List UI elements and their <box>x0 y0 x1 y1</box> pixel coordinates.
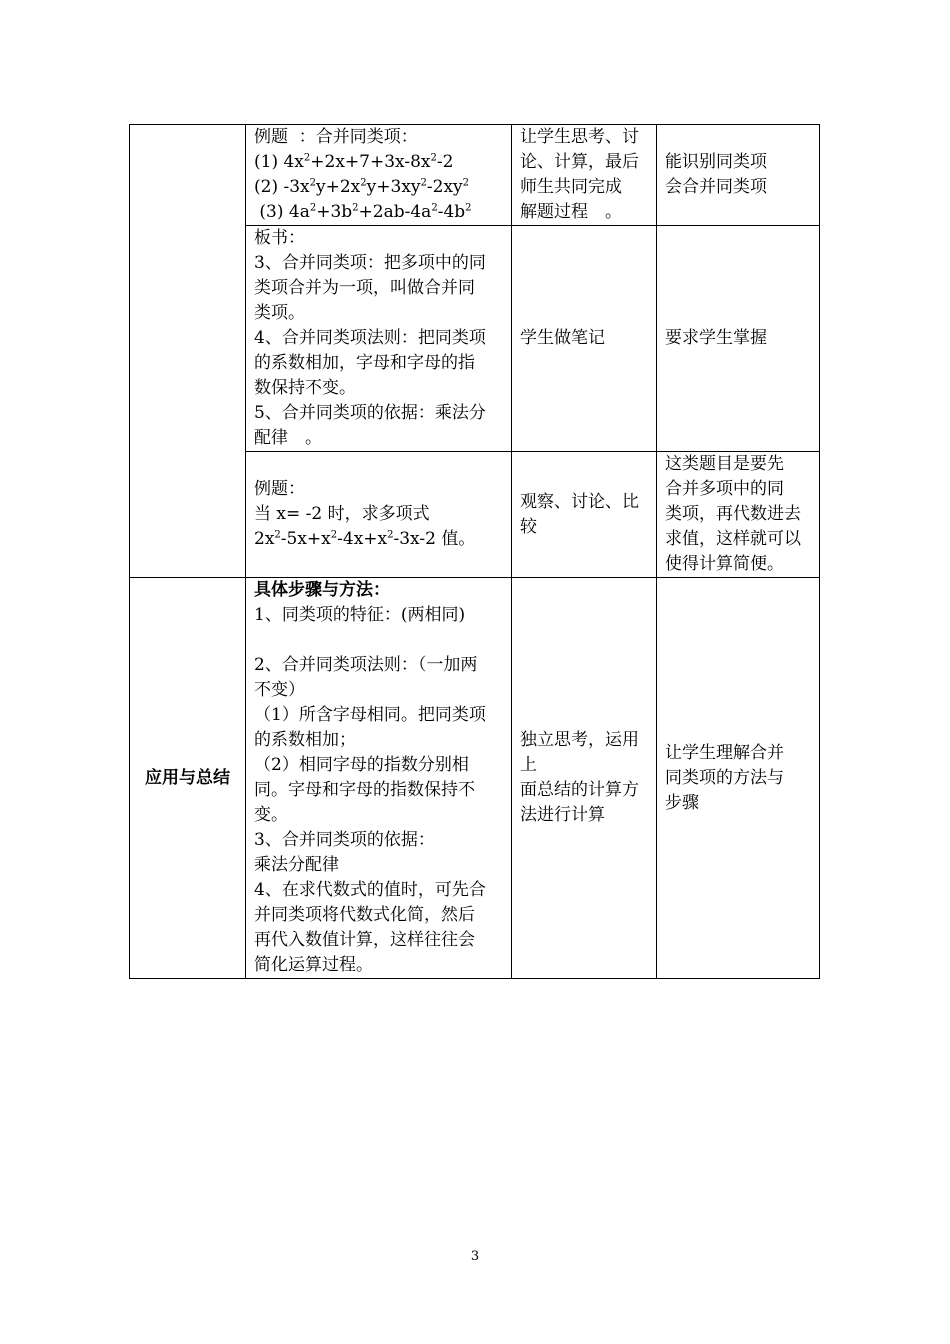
cell-text-line: 同类项的方法与 <box>665 767 784 788</box>
cell-text-line: (1) $4x^2+2x+7+3x-8x^2-2$ <box>254 152 454 172</box>
cell-text-line: 具体步骤与方法： <box>254 580 390 600</box>
student-activity-cell <box>512 578 657 979</box>
cell-text-line: 4、在求代数式的值时，可先合 <box>254 880 486 900</box>
cell-text-line: 板书： <box>254 228 305 248</box>
cell-text-line: 这类题目是要先 <box>665 454 784 474</box>
lesson-plan-table <box>129 124 820 979</box>
cell-text-line: 简化运算过程。 <box>254 955 373 975</box>
cell-text-line: 3、合并同类项的依据： <box>254 830 435 850</box>
stage-cell-empty <box>130 125 246 578</box>
cell-text-line: 配律 。 <box>254 428 322 448</box>
cell-text-line: 合并多项中的同 <box>665 479 784 499</box>
cell-text-line: 例题 ：合并同类项： <box>254 127 418 147</box>
cell-text-line: 观察、讨论、比 <box>520 491 639 512</box>
cell-text-line: 并同类项将代数式化简，然后 <box>254 905 475 925</box>
design-intent-cell <box>657 226 820 452</box>
cell-text-line: 同。字母和字母的指数保持不 <box>254 780 475 800</box>
table-row <box>130 125 820 226</box>
cell-text-line: 当 x= -2 时，求多项式 <box>254 504 430 524</box>
cell-text-line: 的系数相加，字母和字母的指 <box>254 353 475 373</box>
cell-text-line: 让学生思考、讨 <box>520 127 639 147</box>
content-cell <box>246 452 512 578</box>
cell-text-line: 步骤 <box>665 792 699 813</box>
design-intent-cell <box>657 578 820 979</box>
cell-text-line <box>254 628 503 653</box>
cell-text-line: 使得计算简便。 <box>665 554 784 574</box>
cell-text-line: 3、合并同类项：把多项中的同 <box>254 253 486 273</box>
cell-text-line: 法进行计算 <box>520 805 605 825</box>
stage-label: 应用与总结 <box>130 578 246 979</box>
cell-text-line: 解题过程 。 <box>520 202 622 222</box>
cell-text-line: 例题： <box>254 479 305 499</box>
content-cell <box>246 125 512 226</box>
cell-text-line: 会合并同类项 <box>665 177 767 197</box>
student-activity-cell <box>512 452 657 578</box>
cell-text-line: 让学生理解合并 <box>665 742 784 763</box>
cell-text-line: 类项，再代数进去 <box>665 504 801 524</box>
cell-text-line: $2x^2-5x+x^2-4x+x^2-3x-2$ 值。 <box>254 529 476 549</box>
cell-text-line: (2) $-3x^2y+2x^2y+3xy^2-2xy^2$ <box>254 177 470 197</box>
student-activity-cell <box>512 125 657 226</box>
cell-text-line: 论、计算，最后 <box>520 152 639 172</box>
cell-text-line: 要求学生掌握 <box>665 328 767 348</box>
cell-text-line: 求值，这样就可以 <box>665 529 801 549</box>
cell-text-line: 类项。 <box>254 303 305 323</box>
cell-text-line: 变。 <box>254 805 288 825</box>
student-activity-cell <box>512 226 657 452</box>
cell-text-line: 不变） <box>254 680 305 700</box>
cell-text-line: 数保持不变。 <box>254 378 356 398</box>
cell-text-line: 乘法分配律 <box>254 855 339 875</box>
cell-text-line: 较 <box>520 516 537 537</box>
cell-text-line: 5、合并同类项的依据：乘法分 <box>254 403 486 423</box>
cell-text-line: 类项合并为一项，叫做合并同 <box>254 278 475 298</box>
cell-text-line: 独立思考，运用上 <box>520 730 639 775</box>
cell-text-line: （2）相同字母的指数分别相 <box>254 755 469 775</box>
content-cell <box>246 226 512 452</box>
cell-text-line: （1）所含字母相同。把同类项 <box>254 705 486 725</box>
cell-text-line: 的系数相加； <box>254 730 356 750</box>
design-intent-cell <box>657 452 820 578</box>
cell-text-line: 1、同类项的特征：(两相同) <box>254 605 466 625</box>
table-row <box>130 578 820 979</box>
cell-text-line: 师生共同完成 <box>520 177 622 197</box>
cell-text-line: 2、合并同类项法则：（一加两 <box>254 655 478 675</box>
cell-text-line: 面总结的计算方 <box>520 780 639 800</box>
cell-text-line: 再代入数值计算，这样往往会 <box>254 930 475 950</box>
cell-text-line: (3) $4a^2+3b^2+2ab-4a^2-4b^2$ <box>254 202 472 222</box>
design-intent-cell <box>657 125 820 226</box>
cell-text-line: 学生做笔记 <box>520 328 605 348</box>
cell-text-line: 能识别同类项 <box>665 152 767 172</box>
content-cell <box>246 578 512 979</box>
page-number: 3 <box>470 1249 480 1264</box>
cell-text-line: 4、合并同类项法则：把同类项 <box>254 328 486 348</box>
